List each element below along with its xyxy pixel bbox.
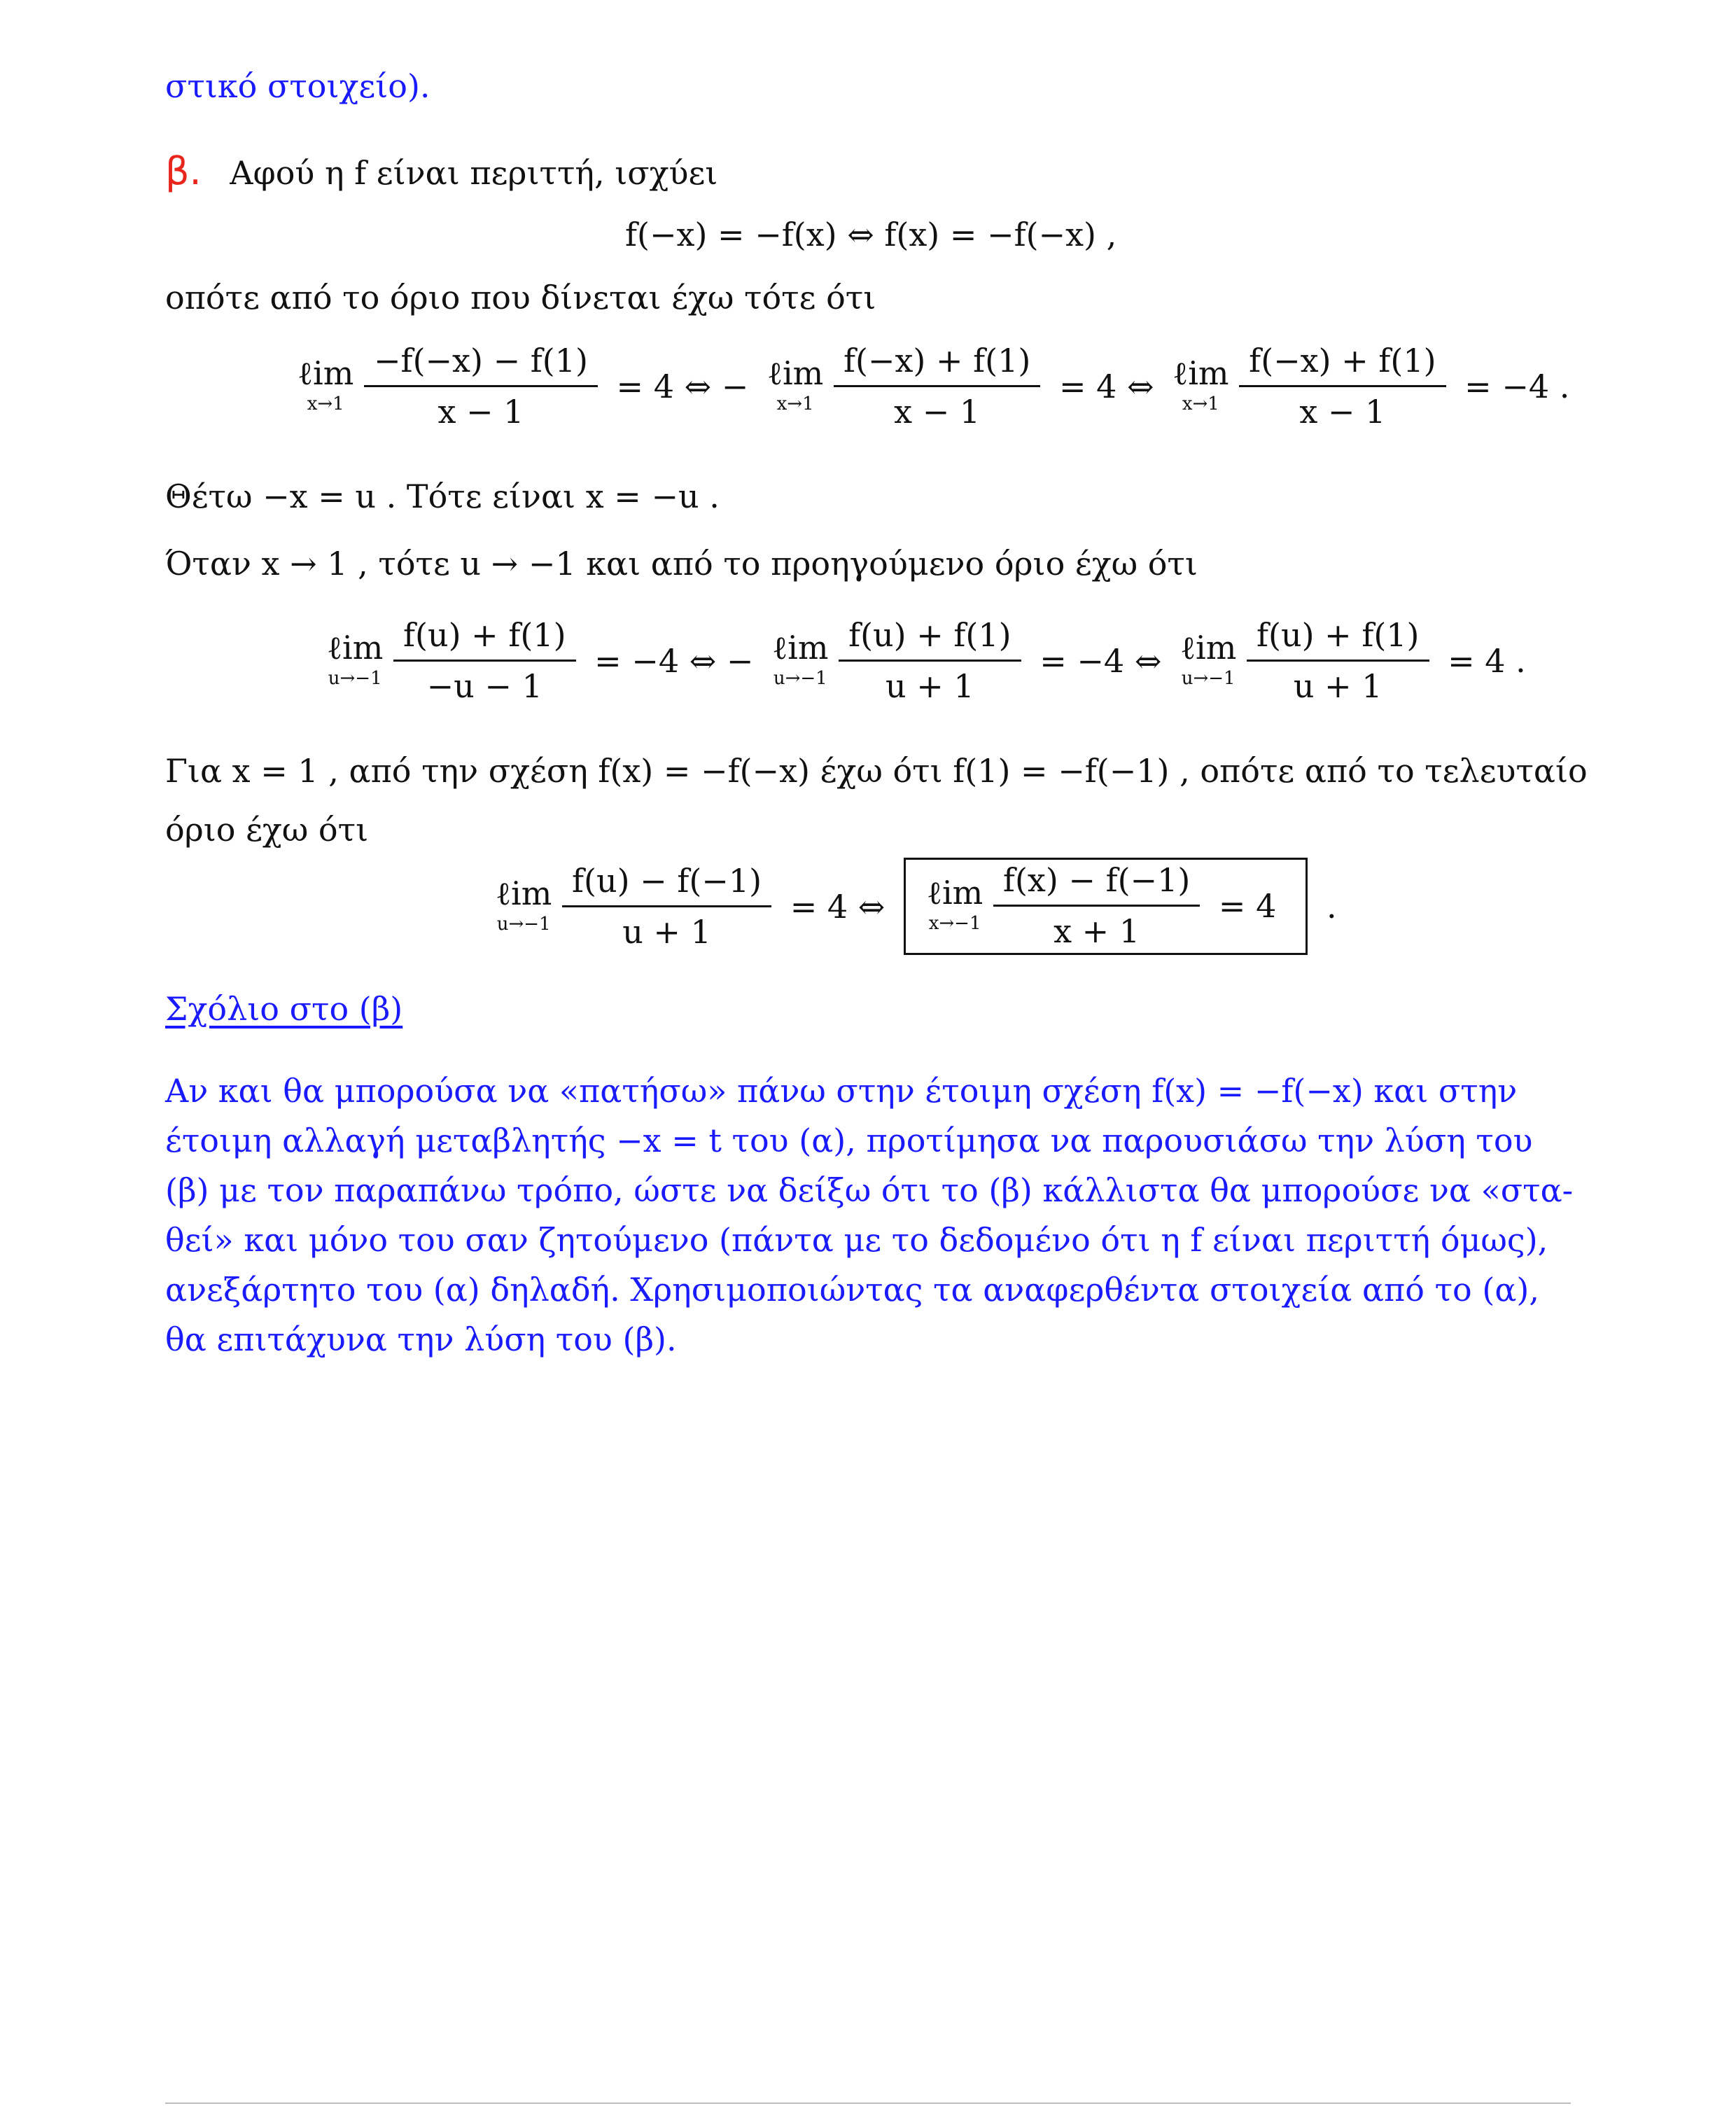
equation-operator: = −4 ⇔ − [594,641,754,680]
fraction: $\frac{f(u) - f(-1)}{u + 1}$ [562,865,771,948]
boxed-result [904,858,1308,955]
limit-equation-2 [327,616,1534,705]
comment-line: έτοιμη αλλαγή μεταβλητής −x = t του (α), προτίμησα να παρουσιάσω την λύση του [165,1122,1533,1159]
comment-heading-link[interactable]: Σχόλιο στο (β) [165,990,403,1028]
limit-operator: ℓim u→−1 [1180,628,1237,689]
continuation-line: στικό στοιχείο). [165,67,430,105]
comment-line: θεί» και μόνο του σαν ζητούμενο (πάντα με το δεδομένο ότι η f είναι περιττή όμως), [165,1221,1548,1259]
equation-end: . [1326,887,1337,926]
fraction: $\frac{f(u) + f(1)}{u + 1}$ [1247,619,1429,702]
part-b-intro-text: Αφού η f είναι περιττή, ισχύει [230,154,718,192]
limit-operator: ℓim x→1 [298,354,354,414]
limit-operator: ℓim x→1 [1172,354,1229,414]
footer-rule [165,2102,1571,2104]
limit-operator: ℓim u→−1 [327,628,384,689]
comment-paragraph [165,1066,1579,1365]
comment-line: θα επιτάχυνα την λύση του (β). [165,1320,677,1358]
equation-operator: = 4 . [1448,641,1526,680]
fraction: $\frac{-f(-x) - f(1)}{x - 1}$ [364,344,598,428]
comment-heading[interactable] [165,990,403,1028]
part-b-marker: β. [165,149,202,193]
comment-line: ανεξάρτητο του (α) δηλαδή. Χρησιμοποιώντας τα αναφερθέντα στοιχεία από το (α), [165,1271,1539,1309]
odd-function-relation: f(−x) = −f(x) ⇔ f(x) = −f(−x) , [625,216,1117,253]
limit-operator: ℓim u→−1 [496,874,552,935]
fraction: $\frac{f(x) - f(-1)}{x + 1}$ [993,864,1200,947]
part-b-intro [165,149,718,193]
fraction: $\frac{f(-x) + f(1)}{x - 1}$ [834,344,1040,428]
comment-line: (β) με τον παραπάνω τρόπο, ώστε να δείξω ότι το (β) κάλλιστα θα μπορούσε να «στα- [165,1171,1574,1209]
last-limit-text: όριο έχω ότι [165,811,369,849]
then-text: οπότε από το όριο που δίνεται έχω τότε ότι [165,279,876,316]
equation-operator: = 4 [1218,886,1277,925]
fraction: $\frac{f(u) + f(1)}{u + 1}$ [839,619,1021,702]
when-line: Όταν x → 1 , τότε u → −1 και από το προηγούμενο όριο έχω ότι [165,545,1198,583]
comment-line: Αν και θα μπορούσα να «πατήσω» πάνω στην έτοιμη σχέση f(x) = −f(−x) και στην [165,1072,1518,1110]
for-x1-line: Για x = 1 , από την σχέση f(x) = −f(−x) έχω ότι f(1) = −f(−1) , οπότε από το τελευταίο [165,752,1588,790]
limit-operator: ℓim x→1 [766,354,824,414]
limit-operator: ℓim u→−1 [772,628,829,689]
equation-operator: = 4 ⇔ [1058,367,1154,405]
limit-equation-1 [298,342,1578,431]
equation-operator: = −4 . [1464,367,1570,405]
equation-operator: = −4 ⇔ [1040,641,1162,680]
equation-operator: = 4 ⇔ − [616,367,749,405]
limit-equation-3 [496,858,1345,955]
equation-operator: = 4 ⇔ [790,887,886,926]
limit-operator: ℓim x→−1 [926,873,983,934]
fraction: $\frac{f(u) + f(1)}{-u - 1}$ [393,619,576,702]
fraction: $\frac{f(-x) + f(1)}{x - 1}$ [1239,344,1446,428]
substitution-line: Θέτω −x = u . Τότε είναι x = −u . [165,477,720,515]
